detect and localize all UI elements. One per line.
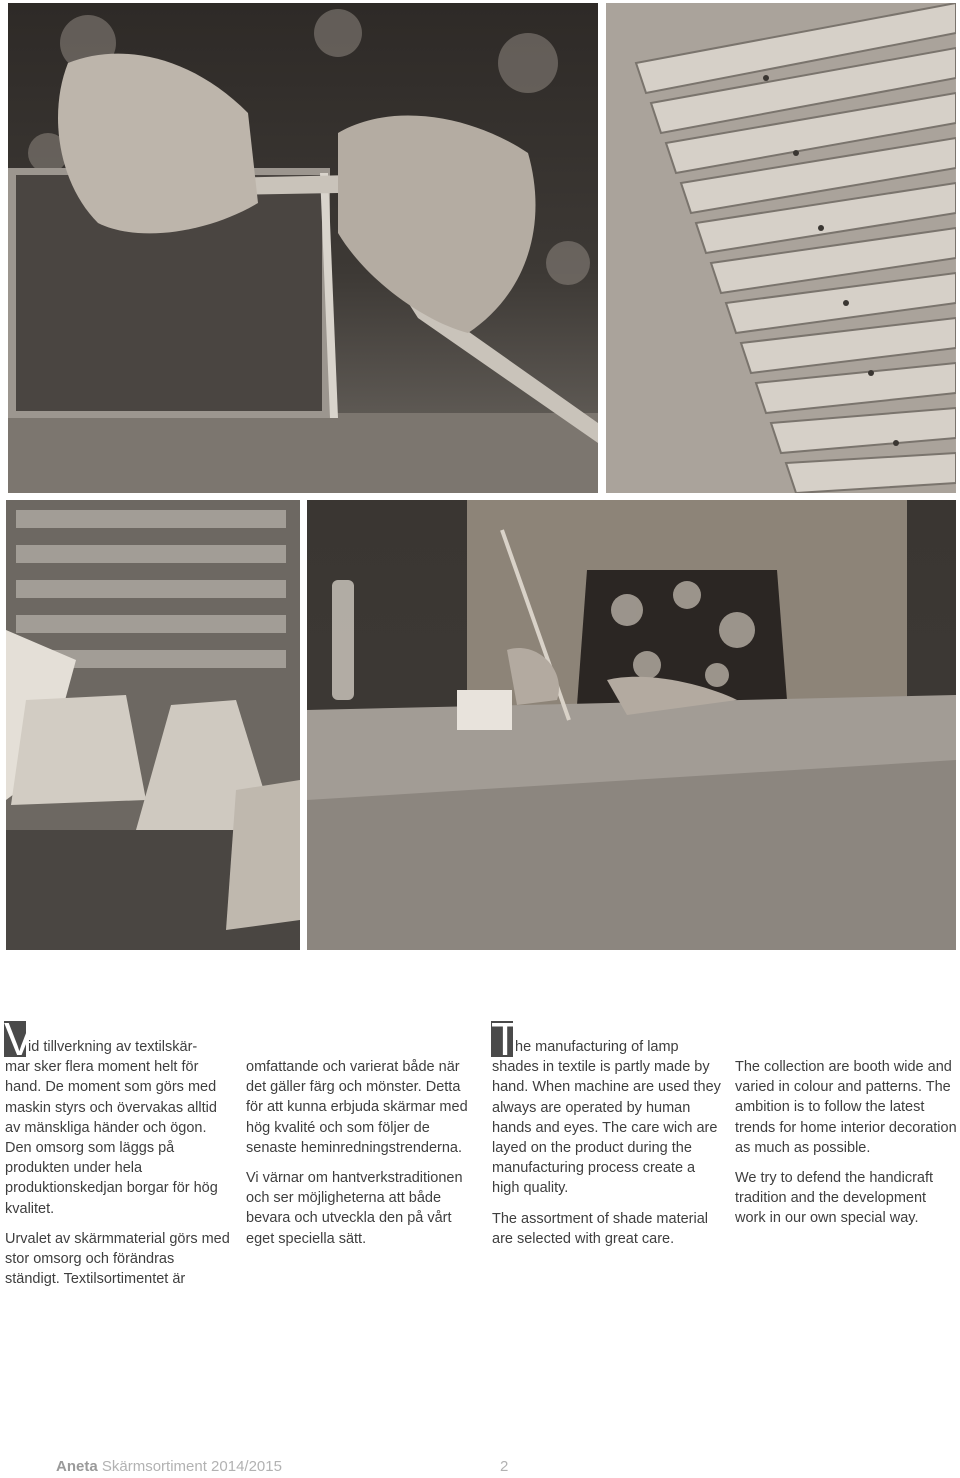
- paragraph-4-en: We try to defend the handicraft tradition and the development work in our own special way.: [735, 1170, 934, 1227]
- intro-line-en: he manufacturing of lamp: [515, 1039, 679, 1055]
- dropcap-v: V: [4, 1013, 35, 1065]
- paragraph-4-sv: Vi värnar om hantverkstraditionen och ser möjligheterna att både bevara och utveckla den på vårt eget speciella sätt.: [246, 1170, 463, 1247]
- text-column-swedish-1: [4, 1013, 233, 1299]
- footer-brand: Aneta: [56, 1458, 98, 1475]
- paragraph-3-sv: omfattande och varierat både när det gäller färg och mönster. Detta för att kunna erbjuda skärmar med hög kvalité och som följer de senaste heminredningstrenderna.: [246, 1059, 468, 1156]
- body-text-en: shades in textile is partly made by hand. When machine are used they always are operated by human hands and eyes. The care wich are layed on the product during the manufacturing process create a high quality.: [492, 1059, 721, 1197]
- page-number: 2: [500, 1458, 509, 1475]
- text-column-english-1: [491, 1013, 724, 1259]
- paragraph-intro-sv: [4, 1013, 233, 1219]
- dropcap-t: T: [491, 1013, 520, 1065]
- text-column-english-2: [735, 1057, 957, 1239]
- body-text-sv: mar sker flera moment helt för hand. De moment som görs med maskin styrs och övervakas alltid av mänskliga händer och ögon. Den omsorg som läggs på produkten under hela produktionskedjan borgar för hög kvalitet.: [5, 1059, 218, 1217]
- footer-catalog-title: Skärmsortiment 2014/2015: [101, 1458, 282, 1475]
- photo-hands-graphic: [8, 3, 598, 493]
- paragraph-2-en: The assortment of shade material are selected with great care.: [492, 1210, 708, 1247]
- text-column-swedish-2: [246, 1057, 476, 1259]
- photo-lampshades-workbench: [6, 500, 300, 950]
- photo-worker-gluing: [307, 500, 956, 950]
- paragraph-3-en: The collection are booth wide and varied in colour and patterns. The ambition is to follow the latest trends for home interior decoration as much as possible.: [735, 1059, 957, 1156]
- photo-pleated-material: [606, 3, 956, 493]
- intro-line-sv: id tillverkning av textilskär-: [28, 1039, 198, 1055]
- photo-shades-graphic: [6, 500, 300, 950]
- photo-hands-taping-frame: [8, 3, 598, 493]
- paragraph-intro-en: [491, 1013, 724, 1199]
- photo-worker-graphic: [307, 500, 956, 950]
- footer-title: [56, 1458, 282, 1475]
- paragraph-2-sv: Urvalet av skärmmaterial görs med stor omsorg och förändras ständigt. Textilsortimentet är: [5, 1230, 230, 1288]
- photo-pleats-graphic: [606, 3, 956, 493]
